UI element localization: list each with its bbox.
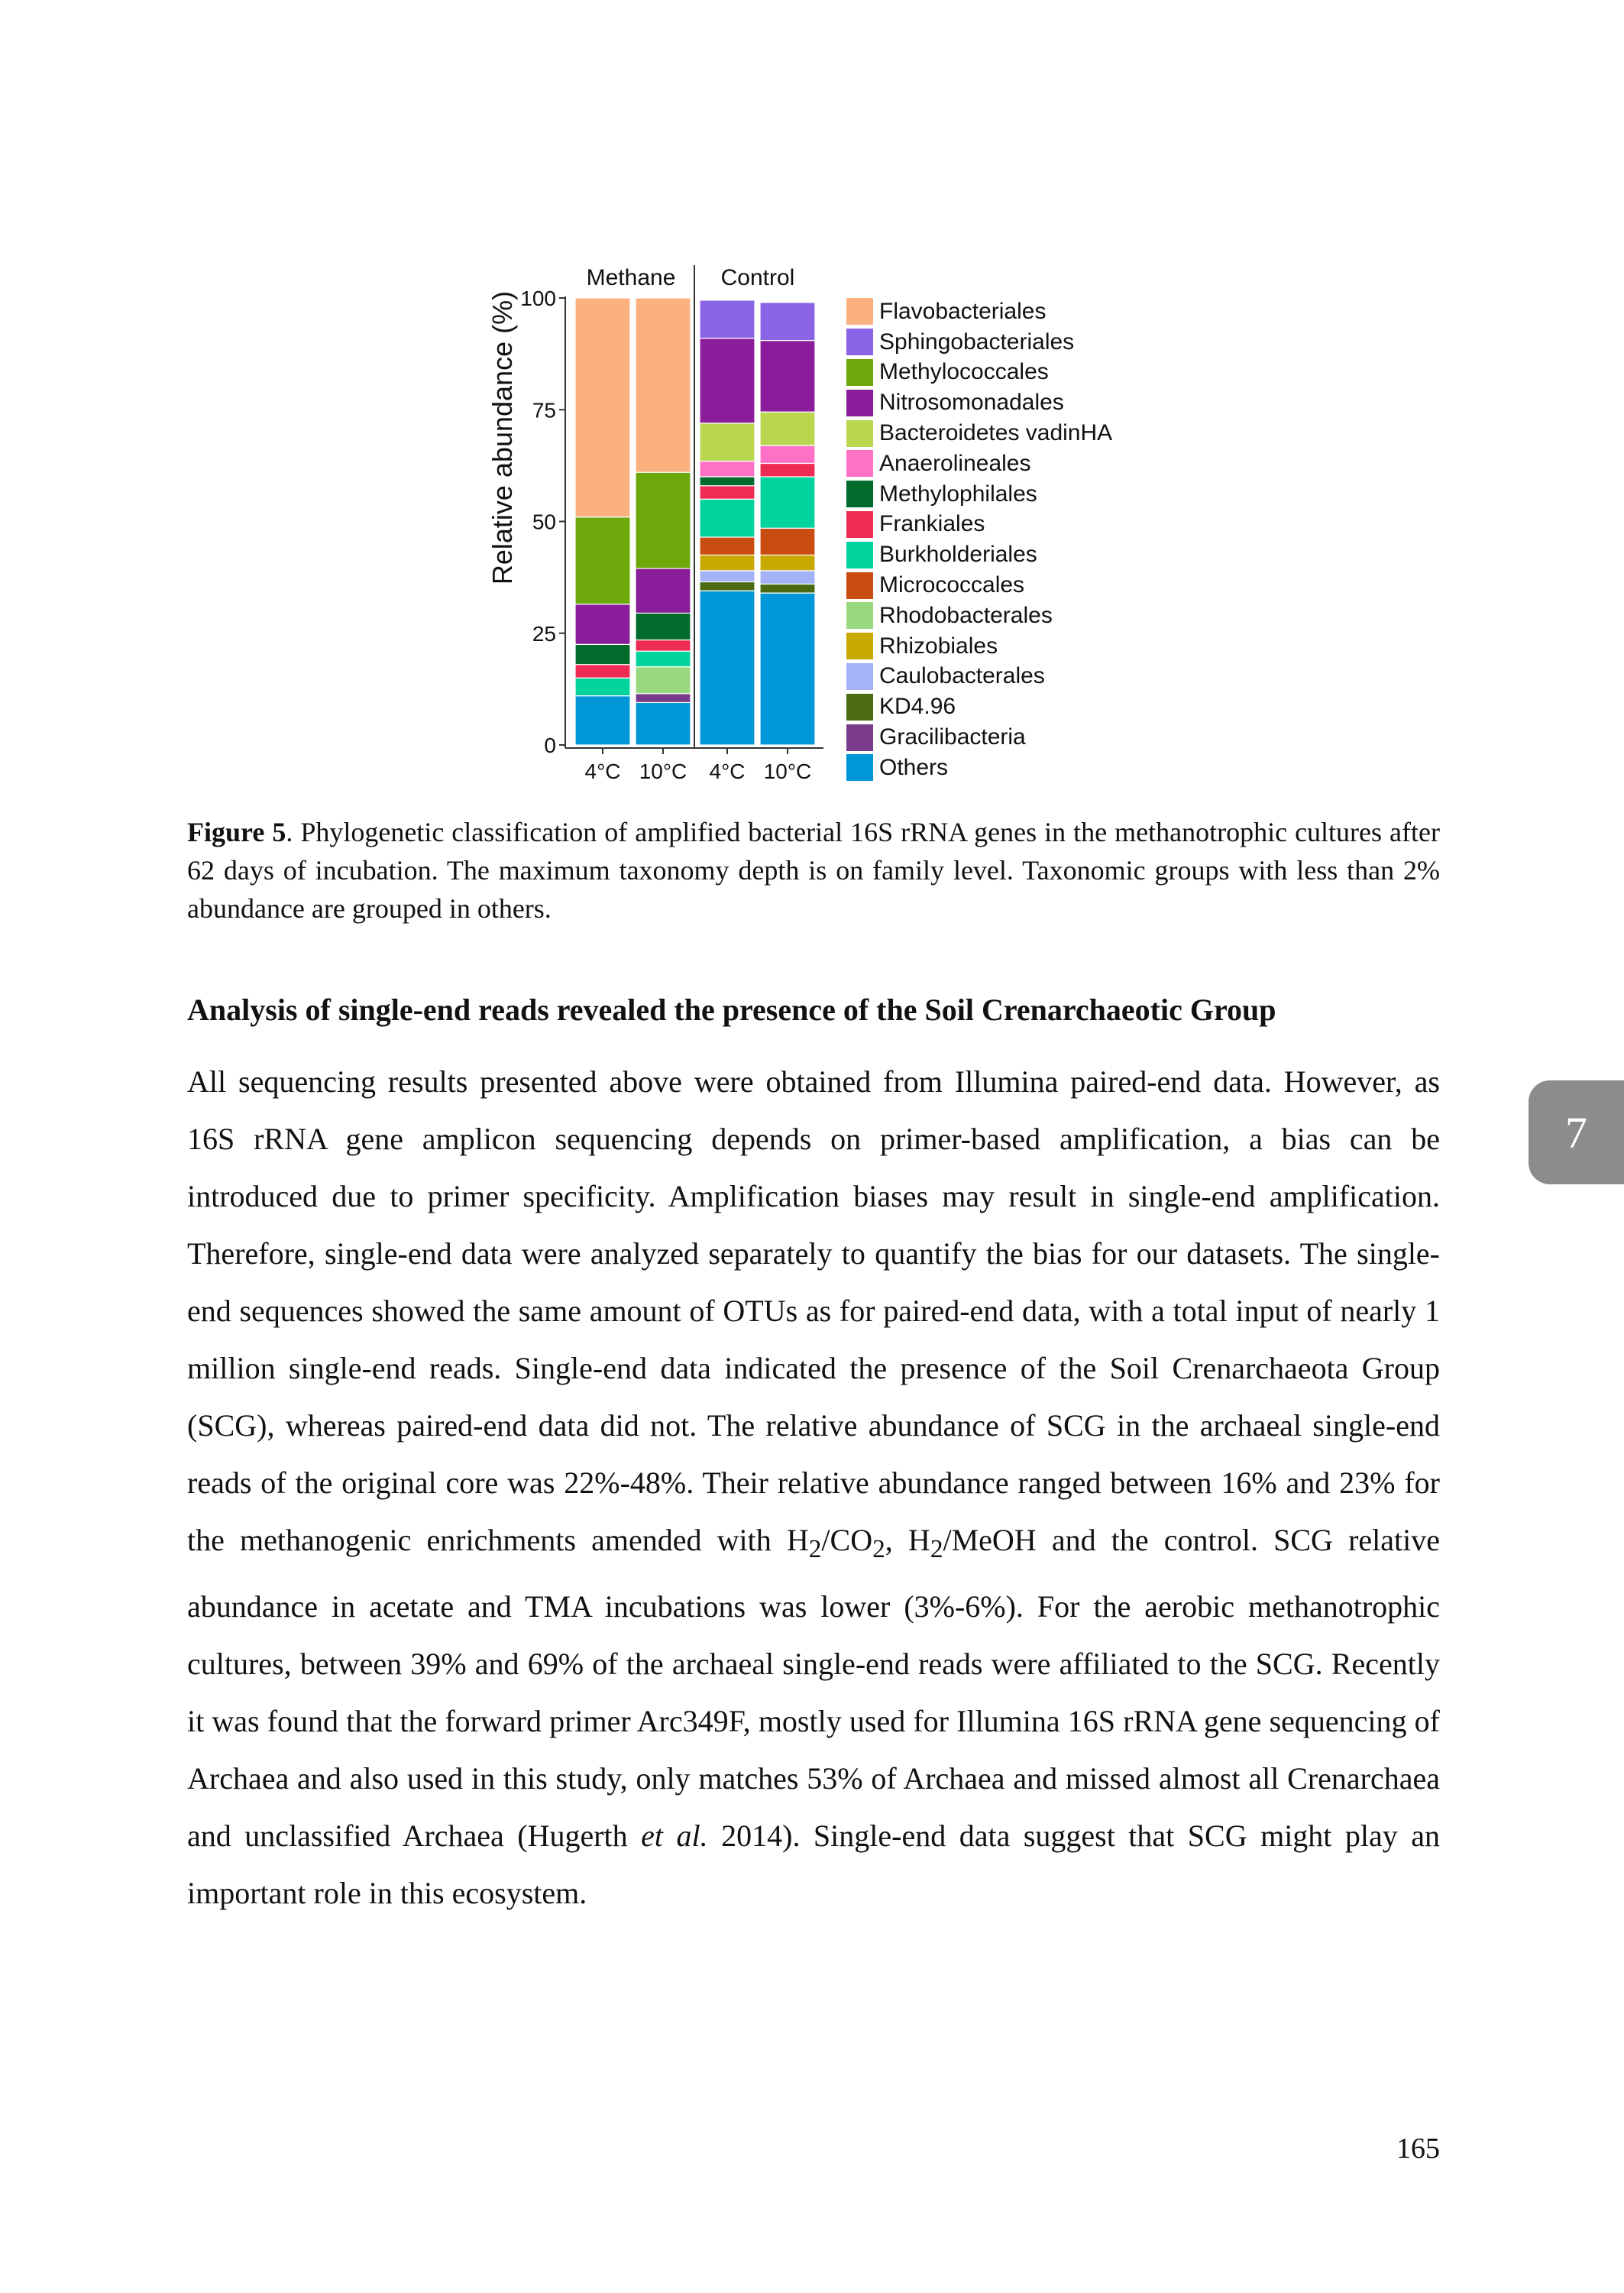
bar-segment-frankiales (700, 486, 755, 500)
legend-item (846, 479, 1167, 510)
legend-label: Burkholderiales (879, 542, 1037, 568)
legend-item (846, 601, 1167, 631)
legend-item (846, 753, 1167, 783)
legend-swatch (846, 572, 873, 599)
bar-segment-nitrosomonadales (636, 568, 691, 614)
bar-segment-methylophilales (700, 477, 755, 486)
legend-label: Frankiales (879, 511, 985, 537)
bar-segment-caulobacterales (760, 571, 815, 585)
legend-label: Rhizobiales (879, 633, 998, 659)
figure-caption-label: Figure 5 (187, 817, 286, 847)
bar-segment-gracilibacteria (636, 694, 691, 703)
bar-segment-bacteroidetes-vadinha (760, 412, 815, 445)
bar-segment-nitrosomonadales (700, 338, 755, 423)
legend-swatch (846, 542, 873, 568)
legend-label: Methylophilales (879, 481, 1037, 507)
legend-swatch (846, 633, 873, 659)
legend-item (846, 570, 1167, 601)
legend-item (846, 387, 1167, 418)
chapter-tab (1529, 1080, 1624, 1184)
legend-swatch (846, 450, 873, 477)
x-tick-label: 10°C (763, 759, 812, 783)
legend-swatch (846, 511, 873, 538)
legend-label: Sphingobacteriales (879, 329, 1075, 355)
y-tick-label: 25 (532, 621, 556, 646)
bar-segment-caulobacterales (700, 571, 755, 582)
legend-swatch (846, 694, 873, 721)
bar-segment-methylococcales (575, 517, 630, 604)
legend-swatch (846, 754, 873, 781)
facet-label-methane: Methane (586, 265, 676, 290)
bar-segment-anaerolineales (700, 462, 755, 477)
bar-segment-burkholderiales (700, 499, 755, 537)
bar-segment-sphingobacteriales (700, 300, 755, 338)
legend-item (846, 358, 1167, 388)
bar-segment-methylococcales (636, 472, 691, 568)
y-tick-label: 0 (544, 734, 556, 757)
legend-item (846, 327, 1167, 358)
legend-label: KD4.96 (879, 694, 956, 720)
legend-label: Rhodobacterales (879, 602, 1053, 628)
bar-segment-others (700, 591, 755, 745)
x-tick-label: 4°C (709, 759, 746, 783)
body-paragraph: All sequencing results presented above were obtained from Illumina paired-end data. However, as 16S rRNA gene amplicon sequencing depends on primer-based amplification, a bias can be introduced due to primer specificity. Amplification biases may result in single-end amplification. Therefore, single-end data were analyzed separately to quantify the bias for our datasets. The single-end sequences showed the same amount of OTUs as for paired-end data, with a total input of nearly 1 million single-end reads. Single-end data indicated the presence of the Soil Crenarchaeota Group (SCG), whereas paired-end data did not. The relative abundance of SCG in the archaeal single-end reads of the original core was 22%-48%. Their relative abundance ranged between 16% and 23% for the methanogenic enrichments amended with $H_2/CO_2$, $H_2$/MeOH and the control. SCG relative abundance in acetate and TMA incubations was lower (3%-6%). For the aerobic methanotrophic cultures, between 39% and 69% of the archaeal single-end reads were affiliated to the SCG. Recently it was found that the forward primer Arc349F, mostly used for Illumina 16S rRNA gene sequencing of Archaea and also used in this study, only matches 53% of Archaea and missed almost all Crenarchaea and unclassified Archaea (Hugerth et al. 2014). Single-end data suggest that SCG might play an important role in this ecosystem. (187, 1064, 1441, 1910)
chart-legend (846, 296, 1167, 783)
legend-item (846, 418, 1167, 449)
bar-segment-kd4-96 (700, 581, 755, 591)
bar-segment-burkholderiales (575, 678, 630, 695)
legend-swatch (846, 390, 873, 416)
legend-item (846, 539, 1167, 570)
legend-label: Bacteroidetes vadinHA (879, 420, 1113, 446)
legend-swatch (846, 359, 873, 386)
legend-item (846, 691, 1167, 722)
x-tick-label: 4°C (584, 759, 621, 783)
bar-segment-burkholderiales (760, 477, 815, 528)
bar-segment-others (575, 696, 630, 745)
x-tick-label: 10°C (639, 759, 687, 783)
bar-segment-rhodobacterales (636, 667, 691, 694)
legend-label: Others (879, 754, 949, 780)
legend-swatch (846, 663, 873, 690)
legend-label: Methylococcales (879, 359, 1049, 385)
bar-segment-flavobacteriales (575, 298, 630, 517)
y-axis-label: Relative abundance (%) (487, 290, 518, 585)
plot-area (520, 285, 823, 783)
figure-caption (187, 813, 1440, 928)
bar-segment-frankiales (575, 665, 630, 679)
facet-label-control: Control (720, 265, 795, 290)
y-tick-label: 50 (532, 510, 556, 534)
bar-segment-flavobacteriales (636, 298, 691, 472)
section-heading: Analysis of single-end reads revealed the presence of the Soil Crenarchaeotic Group (187, 993, 1276, 1027)
figure-caption-text: . Phylogenetic classification of amplified bacterial 16S rRNA genes in the methanotrophic cultures after 62 days of incubation. The maximum taxonomy depth is on family level. Taxonomic groups with less than 2% abundance are grouped in others. (187, 817, 1440, 924)
legend-swatch (846, 724, 873, 751)
legend-item (846, 722, 1167, 753)
legend-swatch (846, 420, 873, 447)
bar-segment-nitrosomonadales (760, 341, 815, 413)
bar-segment-methylophilales (575, 644, 630, 664)
bar-segment-burkholderiales (636, 651, 691, 666)
chapter-number: 7 (1565, 1107, 1587, 1158)
y-tick-label: 100 (520, 287, 556, 310)
bar-segment-frankiales (636, 640, 691, 652)
legend-label: Gracilibacteria (879, 724, 1026, 750)
legend-item (846, 510, 1167, 540)
bar-segment-others (760, 593, 815, 745)
legend-label: Flavobacteriales (879, 298, 1047, 324)
legend-label: Nitrosomonadales (879, 390, 1064, 416)
bar-segment-rhizobiales (700, 555, 755, 570)
legend-swatch (846, 602, 873, 629)
bar-segment-methylophilales (636, 613, 691, 640)
bar-segment-nitrosomonadales (575, 604, 630, 645)
bar-segment-micrococcales (760, 528, 815, 555)
y-tick-label: 75 (532, 398, 556, 423)
bar-segment-rhizobiales (760, 555, 815, 570)
bar-segment-frankiales (760, 463, 815, 477)
legend-swatch (846, 481, 873, 507)
legend-swatch (846, 329, 873, 355)
bar-segment-micrococcales (700, 537, 755, 555)
legend-item (846, 296, 1167, 327)
bar-segment-sphingobacteriales (760, 303, 815, 341)
legend-label: Micrococcales (879, 572, 1025, 598)
bar-segment-others (636, 702, 691, 745)
legend-item (846, 631, 1167, 662)
bar-segment-bacteroidetes-vadinha (700, 423, 755, 462)
legend-swatch (846, 298, 873, 325)
et-al-italic: et al. (641, 1819, 708, 1853)
page-number: 165 (1396, 2133, 1440, 2165)
legend-label: Anaerolineales (879, 450, 1031, 476)
legend-item (846, 449, 1167, 479)
bar-segment-kd4-96 (760, 584, 815, 593)
bar-segment-anaerolineales (760, 445, 815, 463)
legend-label: Caulobacterales (879, 663, 1045, 689)
legend-item (846, 662, 1167, 692)
